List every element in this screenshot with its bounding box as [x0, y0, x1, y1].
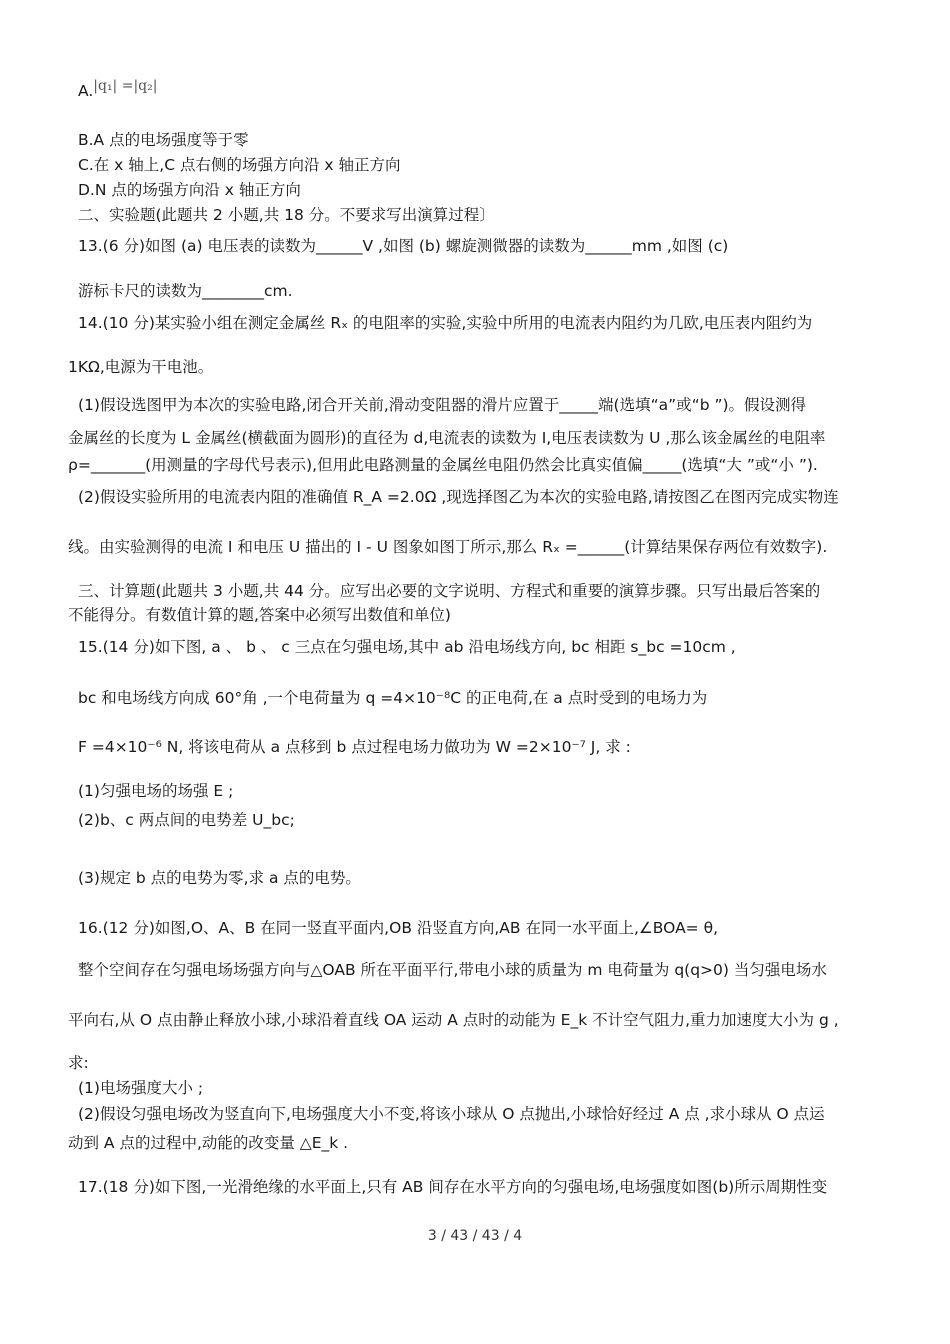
- question-14: 14.(10 分)某实验小组在测定金属丝 Rₓ 的电阻率的实验,实验中所用的电流表内阻约为几欧,电压表内阻约为: [78, 314, 813, 332]
- question-15-cont: bc 和电场线方向成 60°角 ,一个电荷量为 q =4×10⁻⁸C 的正电荷,在 a 点时受到的电场力为: [78, 689, 708, 707]
- q14-part1-cont: 金属丝的长度为 L 金属丝(横截面为圆形)的直径为 d,电流表的读数为 I,电压表读数为 U ,那么该金属丝的电阻率: [68, 429, 826, 447]
- question-13: 13.(6 分)如图 (a) 电压表的读数为______V ,如图 (b) 螺旋测微器的读数为______mm ,如图 (c): [78, 237, 729, 255]
- question-14-cont: 1KΩ,电源为干电池。: [68, 358, 214, 376]
- option-label: A.: [78, 82, 94, 100]
- option-a: [78, 78, 158, 100]
- question-15: 15.(14 分)如下图, a 、 b 、 c 三点在匀强电场,其中 ab 沿电场线方向, bc 相距 s_bc =10cm ,: [78, 638, 736, 656]
- question-13-cont: 游标卡尺的读数为________cm.: [78, 282, 293, 300]
- q16-part1: (1)电场强度大小 ;: [78, 1079, 204, 1097]
- q15-part1: (1)匀强电场的场强 E ;: [78, 782, 234, 800]
- q15-part3: (3)规定 b 点的电势为零,求 a 点的电势。: [78, 869, 361, 887]
- question-17: 17.(18 分)如下图,一光滑绝缘的水平面上,只有 AB 间存在水平方向的匀强电场,电场强度如图(b)所示周期性变: [78, 1178, 828, 1196]
- option-c: C.在 x 轴上,C 点右侧的场强方向沿 x 轴正方向: [78, 156, 401, 174]
- section-heading-calculation-cont: 不能得分。有数值计算的题,答案中必须写出数值和单位): [68, 606, 451, 624]
- q16-part2: (2)假设匀强电场改为竖直向下,电场强度大小不变,将该小球从 O 点抛出,小球恰好经过 A 点 ,求小球从 O 点运: [78, 1105, 825, 1123]
- q15-part2: (2)b、c 两点间的电势差 U_bc;: [78, 811, 295, 829]
- page-number: 3 / 43 / 43 / 4: [427, 1228, 523, 1244]
- question-16-cont: 整个空间存在匀强电场场强方向与△OAB 所在平面平行,带电小球的质量为 m 电荷量为 q(q>0) 当匀强电场水: [78, 961, 827, 979]
- question-15-cont2: F =4×10⁻⁶ N, 将该电荷从 a 点移到 b 点过程电场力做功为 W =2×10⁻⁷ J, 求 :: [78, 738, 631, 756]
- question-16-cont2: 平向右,从 O 点由静止释放小球,小球沿着直线 OA 运动 A 点时的动能为 E_k 不计空气阻力,重力加速度大小为 g ,: [68, 1011, 839, 1029]
- q14-part1-cont2: ρ=_______(用测量的字母代号表示),但用此电路测量的金属丝电阻仍然会比真实值偏_____(选填“大 ”或“小 ”).: [68, 456, 818, 474]
- q14-part1: (1)假设选图甲为本次的实验电路,闭合开关前,滑动变阻器的滑片应置于_____端(选填“a”或“b ”)。假设测得: [78, 396, 807, 414]
- section-heading-experiment: 二、实验题(此题共 2 小题,共 18 分。不要求写出演算过程〕: [78, 206, 495, 224]
- q14-part2-cont: 线。由实验测得的电流 I 和电压 U 描出的 I - U 图象如图丁所示,那么 Rₓ =______(计算结果保存两位有效数字).: [68, 538, 828, 556]
- question-16-ask: 求:: [68, 1054, 89, 1072]
- option-b: B.A 点的电场强度等于零: [78, 131, 249, 149]
- question-16: 16.(12 分)如图,O、A、B 在同一竖直平面内,OB 沿竖直方向,AB 在同一水平面上,∠BOA= θ,: [78, 919, 719, 937]
- option-d: D.N 点的场强方向沿 x 轴正方向: [78, 181, 301, 199]
- math-expression: |q₁| =|q₂|: [93, 78, 158, 94]
- q14-part2: (2)假设实验所用的电流表内阻的准确值 R_A =2.0Ω ,现选择图乙为本次的实验电路,请按图乙在图丙完成实物连: [78, 488, 839, 506]
- q16-part2-cont: 动到 A 点的过程中,动能的改变量 △E_k .: [68, 1134, 349, 1152]
- section-heading-calculation: 三、计算题(此题共 3 小题,共 44 分。应写出必要的文字说明、方程式和重要的演算步骤。只写出最后答案的: [78, 582, 821, 600]
